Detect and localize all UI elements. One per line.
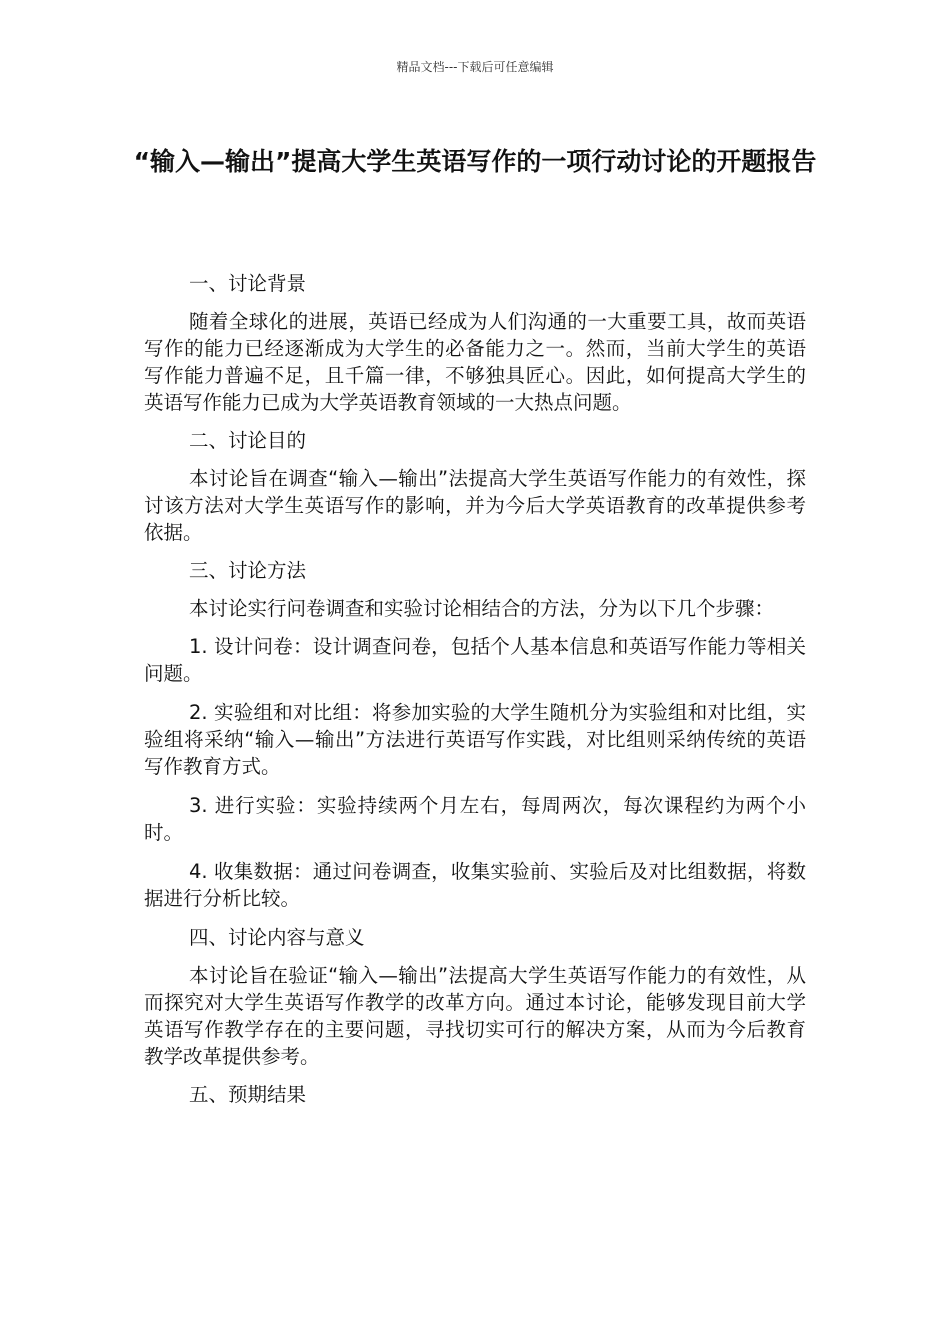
header-note: 精品文档---下载后可任意编辑 <box>396 60 554 74</box>
method-step: 3. 进行实验：实验持续两个月左右，每周两次，每次课程约为两个小时。 <box>144 794 806 844</box>
section-heading-purpose: 二、讨论目的 <box>189 429 307 452</box>
section-heading-content: 四、讨论内容与意义 <box>189 926 365 949</box>
section-text-purpose: 本讨论旨在调查“输入—输出”法提高大学生英语写作能力的有效性，探讨该方法对大学生英语写作的影响，并为今后大学英语教育的改革提供参考依据。 <box>144 467 806 544</box>
document-title: “输入—输出”提高大学生英语写作的一项行动讨论的开题报告 <box>133 147 817 176</box>
section-text-background: 随着全球化的进展，英语已经成为人们沟通的一大重要工具，故而英语写作的能力已经逐渐成为大学生的必备能力之一。然而，当前大学生的英语写作能力普遍不足，且千篇一律，不够独具匠心。因此，如何提高大学生的英语写作能力已成为大学英语教育领域的一大热点问题。 <box>144 310 806 414</box>
section-text-method-intro: 本讨论实行问卷调查和实验讨论相结合的方法，分为以下几个步骤： <box>189 597 775 620</box>
document-body <box>144 270 806 1119</box>
section-heading-results: 五、预期结果 <box>189 1083 307 1106</box>
method-step: 4. 收集数据：通过问卷调查，收集实验前、实验后及对比组数据，将数据进行分析比较。 <box>144 860 806 910</box>
method-step: 1. 设计问卷：设计调查问卷，包括个人基本信息和英语写作能力等相关问题。 <box>144 635 806 685</box>
section-heading-method: 三、讨论方法 <box>189 559 307 582</box>
section-heading-background: 一、讨论背景 <box>189 272 307 295</box>
method-step: 2. 实验组和对比组：将参加实验的大学生随机分为实验组和对比组，实验组将采纳“输入—输出”方法进行英语写作实践，对比组则采纳传统的英语写作教育方式。 <box>144 701 806 778</box>
section-text-content: 本讨论旨在验证“输入—输出”法提高大学生英语写作能力的有效性，从而探究对大学生英语写作教学的改革方向。通过本讨论，能够发现目前大学英语写作教学存在的主要问题，寻找切实可行的解决方案，从而为今后教育教学改革提供参考。 <box>144 964 806 1068</box>
